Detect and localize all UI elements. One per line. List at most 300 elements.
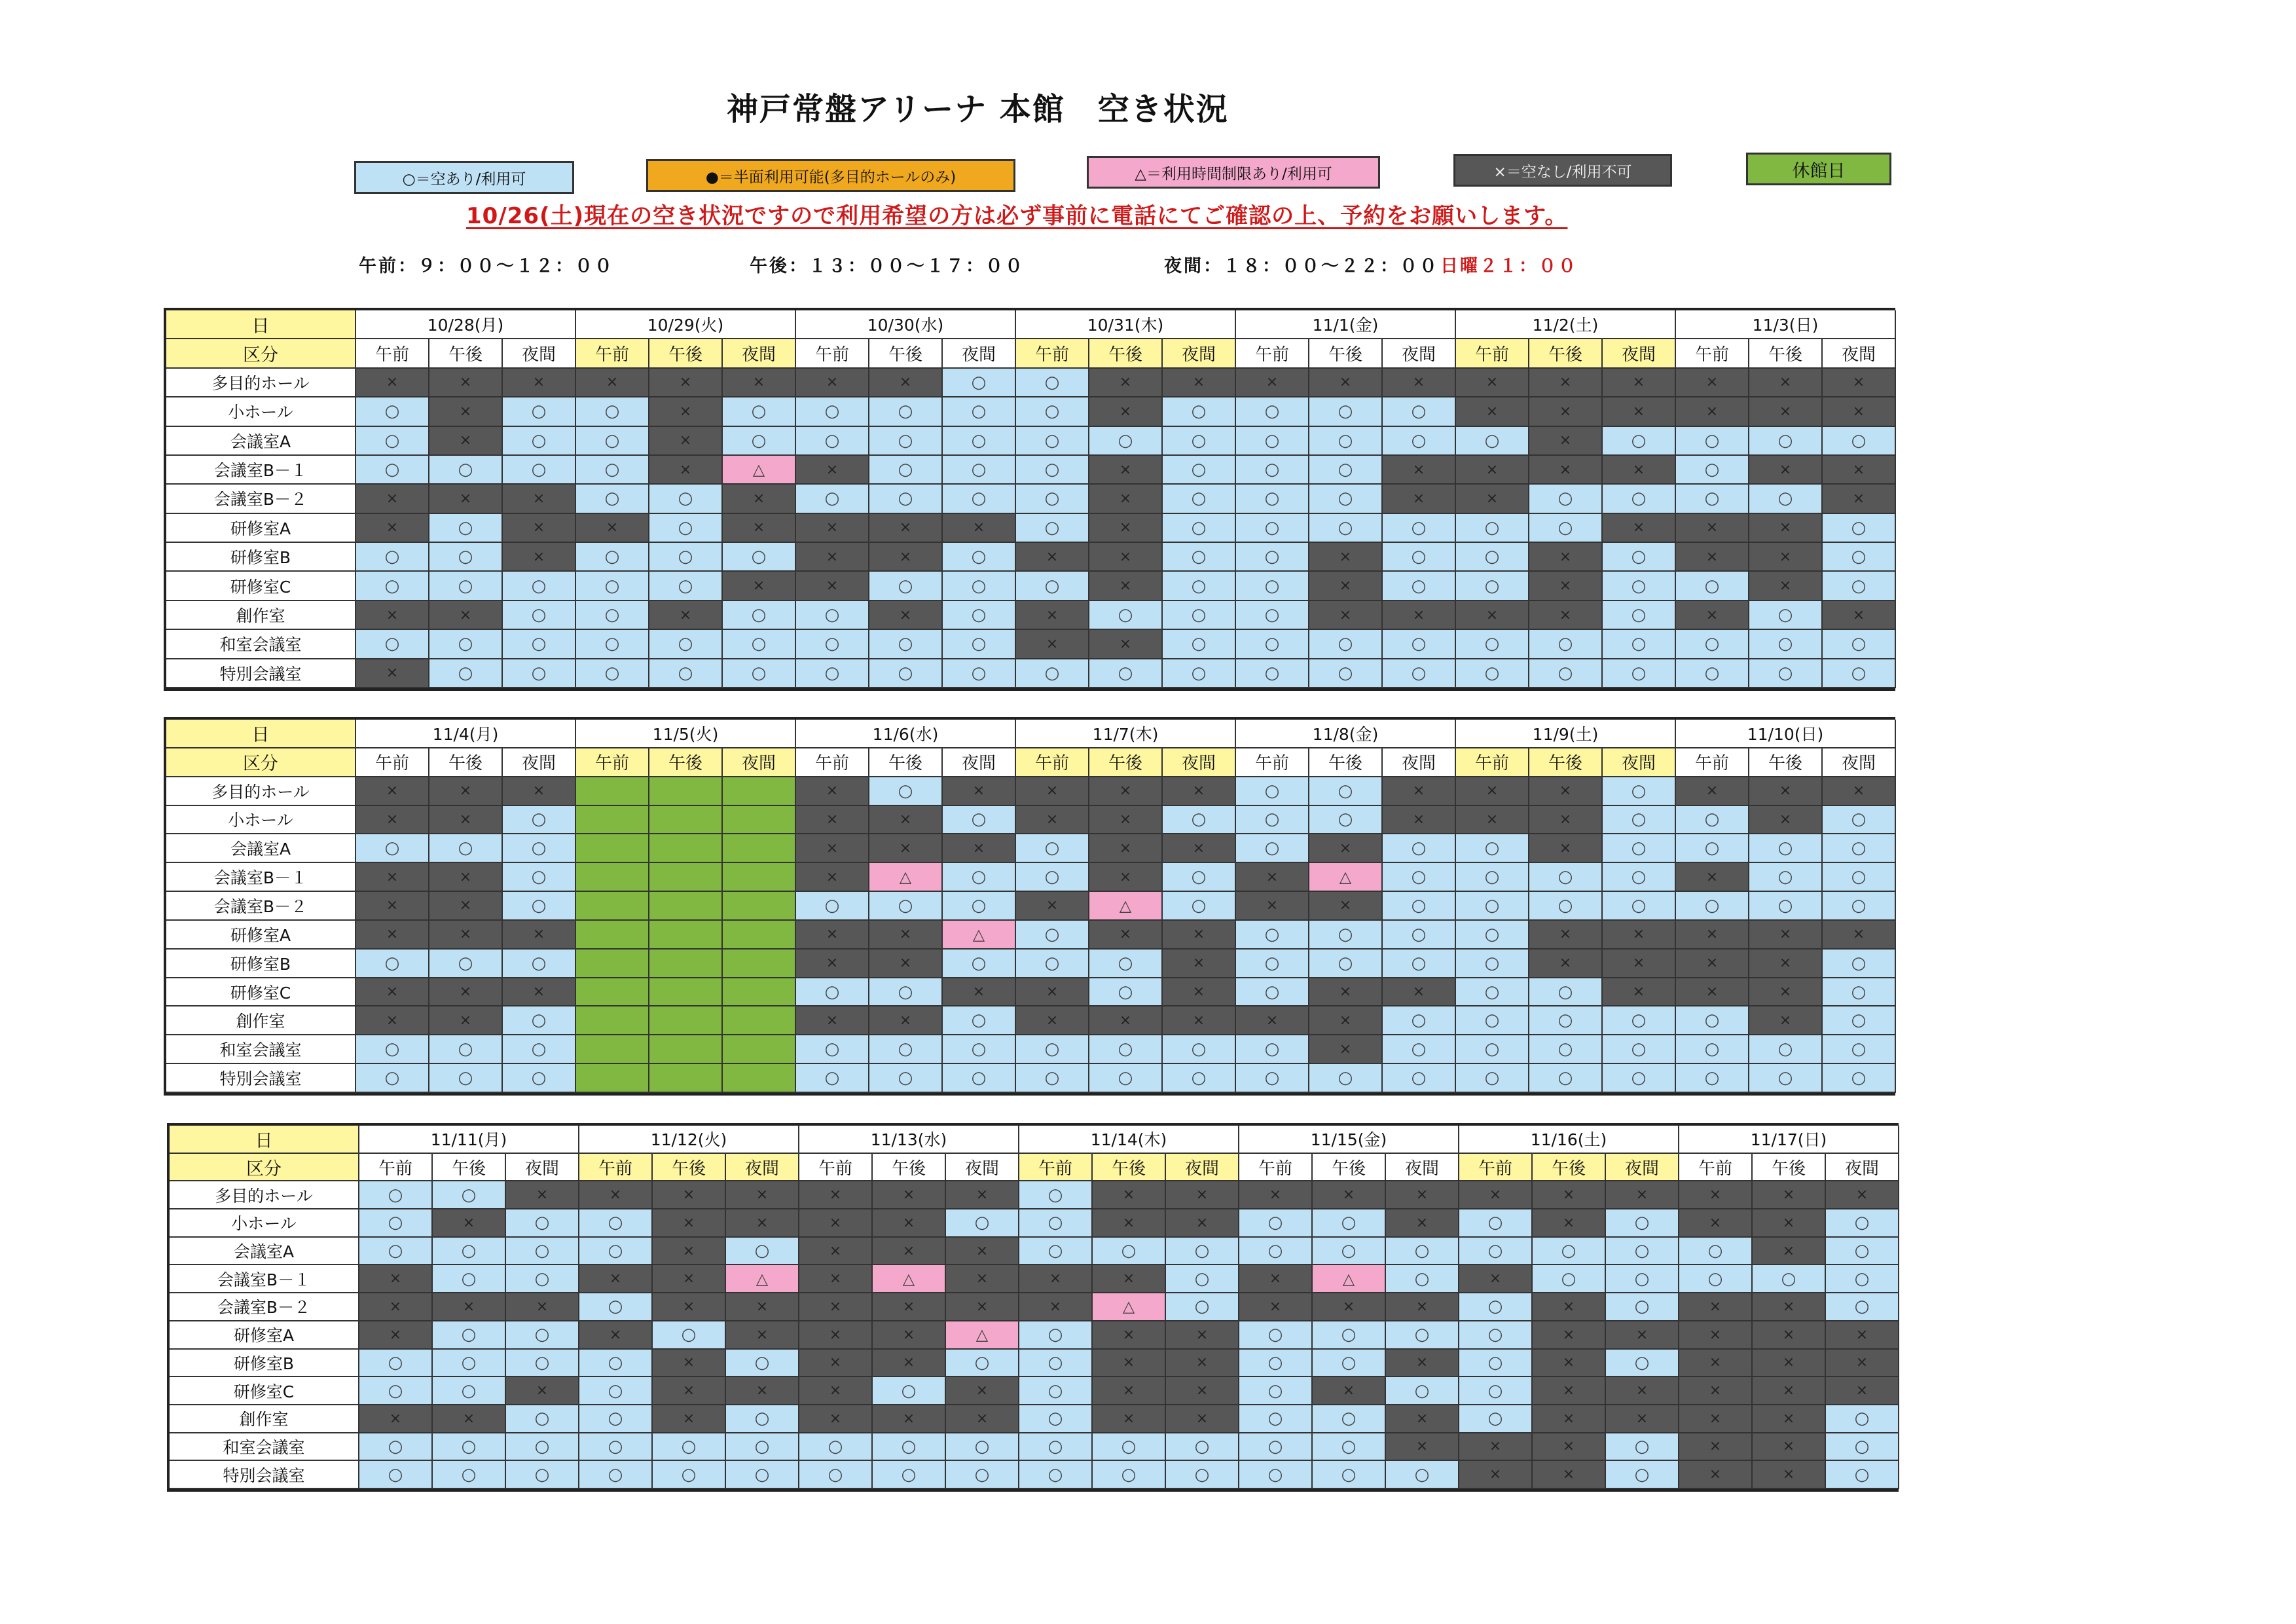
status-cell [649,978,723,1007]
status-cell: ○ [1016,514,1089,543]
status-cell: × [1679,1321,1753,1350]
period-label: 午後 [429,339,503,368]
status-cell: × [1236,369,1309,397]
status-cell: × [356,485,429,513]
status-cell: ○ [503,659,576,688]
status-cell: × [1749,456,1823,485]
status-cell: × [1166,1321,1239,1350]
status-cell: × [1679,1405,1753,1433]
status-cell: ○ [1603,543,1676,572]
status-cell: ○ [649,659,723,688]
status-cell: × [1679,1181,1753,1209]
status-cell: × [429,1006,503,1035]
status-cell: ○ [359,1461,433,1489]
room-label: 創作室 [166,1006,356,1035]
status-cell: ○ [1529,630,1603,659]
status-cell: × [653,1265,726,1293]
status-cell: ○ [943,892,1016,921]
status-cell: × [1679,1293,1753,1321]
period-label: 午前 [1016,339,1089,368]
room-label: 小ホール [166,806,356,835]
status-cell: × [1093,1321,1166,1350]
status-cell: × [1383,777,1456,806]
status-cell: × [1529,601,1603,630]
status-cell: ○ [1749,427,1823,456]
room-label: 会議室B－１ [166,456,356,485]
status-cell: ○ [1606,1293,1679,1321]
status-cell [576,892,649,921]
status-cell: × [1603,921,1676,950]
status-cell: × [1753,1209,1826,1238]
status-cell: × [1089,1006,1163,1035]
status-cell: × [1603,397,1676,426]
period-label: 午後 [1089,339,1163,368]
status-cell: ○ [796,1064,869,1093]
status-cell: × [1016,978,1089,1007]
status-cell: × [799,1265,873,1293]
status-cell: ○ [943,456,1016,485]
status-cell: × [1753,1238,1826,1266]
status-cell: ○ [1456,659,1529,688]
status-cell: ○ [1529,1006,1603,1035]
status-cell: ○ [1163,1064,1236,1093]
status-cell: ○ [1089,950,1163,978]
status-cell: ○ [726,1350,799,1378]
status-cell: × [1679,1350,1753,1378]
status-cell: ○ [433,1238,506,1266]
status-cell: ○ [506,1405,579,1433]
date-header: 11/14(木) [1019,1126,1239,1154]
status-cell: ○ [1603,777,1676,806]
status-cell: ○ [1089,601,1163,630]
status-cell [649,777,723,806]
status-cell: × [1309,369,1383,397]
status-cell: × [726,1209,799,1238]
status-cell: ○ [1309,1064,1383,1093]
room-label: 会議室A [170,1238,359,1266]
status-cell: ○ [1456,514,1529,543]
status-cell: ○ [433,1461,506,1489]
status-cell: ○ [1383,1035,1456,1064]
status-cell: ○ [1529,892,1603,921]
period-label: 夜間 [1163,339,1236,368]
status-cell: ○ [1383,1006,1456,1035]
status-cell: ○ [1236,834,1309,863]
status-cell: ○ [1239,1461,1313,1489]
status-cell [723,806,796,835]
time-afternoon: 午後：１３：００～１７：００ [750,256,1025,276]
status-cell: ○ [1749,892,1823,921]
status-cell: × [1823,601,1896,630]
status-cell: ○ [1456,630,1529,659]
status-cell: × [726,1293,799,1321]
status-cell: × [356,514,429,543]
room-label: 研修室C [166,572,356,600]
status-cell: ○ [1676,1006,1749,1035]
period-label: 午後 [873,1154,946,1182]
date-header: 10/28(月) [356,310,576,339]
category-header-label: 区分 [166,748,356,777]
status-cell: × [1163,369,1236,397]
status-cell: ○ [1679,1238,1753,1266]
status-cell: ○ [1016,427,1089,456]
status-cell: × [429,369,503,397]
date-header: 11/12(火) [579,1126,799,1154]
status-cell: ○ [723,601,796,630]
status-cell: △ [946,1321,1019,1350]
status-cell: × [1606,1181,1679,1209]
status-cell [576,777,649,806]
status-cell: ○ [356,1064,429,1093]
status-cell: ○ [873,1377,946,1405]
status-cell: × [1529,777,1603,806]
status-cell: × [429,485,503,513]
status-cell [649,950,723,978]
status-cell: × [796,1006,869,1035]
status-cell: ○ [1603,601,1676,630]
status-cell: × [796,921,869,950]
status-cell: ○ [723,630,796,659]
status-cell: ○ [1606,1350,1679,1378]
status-cell: ○ [1459,1321,1533,1350]
status-cell: × [1679,1209,1753,1238]
status-cell: ○ [1459,1238,1533,1266]
status-cell [576,1006,649,1035]
status-cell: ○ [506,1433,579,1462]
date-header: 11/8(金) [1236,720,1456,748]
status-cell: ○ [726,1433,799,1462]
status-cell: ○ [1089,1064,1163,1093]
status-cell [723,834,796,863]
status-cell: ○ [359,1350,433,1378]
status-cell: ○ [1016,1064,1089,1093]
status-cell: × [503,921,576,950]
status-cell [649,863,723,892]
status-cell: ○ [506,1461,579,1489]
status-cell: × [1823,485,1896,513]
status-cell: ○ [796,427,869,456]
status-cell: × [1089,863,1163,892]
status-cell: ○ [1383,514,1456,543]
status-cell: × [1089,630,1163,659]
status-cell: ○ [1309,485,1383,513]
status-cell: × [1749,543,1823,572]
period-label: 午後 [1089,748,1163,777]
status-cell: ○ [1239,1350,1313,1378]
status-cell: ○ [1093,1461,1166,1489]
date-header: 11/16(土) [1459,1126,1679,1154]
status-cell: ○ [1533,1265,1606,1293]
status-cell: ○ [946,1461,1019,1489]
status-cell: × [356,1006,429,1035]
status-cell: × [1679,1433,1753,1462]
status-cell: ○ [1676,834,1749,863]
status-cell: ○ [503,456,576,485]
status-cell: ○ [1606,1238,1679,1266]
status-cell: ○ [1019,1405,1093,1433]
period-label: 午前 [799,1154,873,1182]
status-cell: × [796,514,869,543]
period-label: 夜間 [1826,1154,1899,1182]
status-cell: × [1093,1377,1166,1405]
status-cell: × [1016,601,1089,630]
status-cell: ○ [1383,1064,1456,1093]
status-cell: ○ [1753,1265,1826,1293]
status-cell: × [1459,1265,1533,1293]
status-cell: × [1093,1181,1166,1209]
status-cell: × [1529,572,1603,600]
time-sunday: 日曜２１：００ [1440,256,1578,276]
status-cell: × [1533,1461,1606,1489]
status-cell: ○ [1603,834,1676,863]
status-cell: × [1529,456,1603,485]
status-cell: ○ [1166,1293,1239,1321]
status-cell: ○ [356,456,429,485]
status-cell: ○ [1826,1293,1899,1321]
status-cell [649,834,723,863]
status-cell: × [1239,1265,1313,1293]
status-cell: × [723,369,796,397]
period-label: 午前 [1236,748,1309,777]
status-cell: ○ [943,1064,1016,1093]
status-cell: ○ [869,777,943,806]
status-cell [723,978,796,1007]
status-cell: × [943,978,1016,1007]
status-cell: ○ [359,1377,433,1405]
status-cell: × [1676,921,1749,950]
status-cell: ○ [1529,863,1603,892]
status-cell: × [1456,456,1529,485]
status-cell: △ [1093,1293,1166,1321]
status-cell: ○ [429,456,503,485]
status-cell: × [356,892,429,921]
status-cell: × [429,892,503,921]
status-cell: ○ [1823,630,1896,659]
period-label: 午前 [579,1154,653,1182]
status-cell: ○ [873,1433,946,1462]
status-cell: × [1533,1377,1606,1405]
status-cell: × [506,1181,579,1209]
schedule-week-3 [167,1123,1899,1492]
status-cell: ○ [1166,1433,1239,1462]
status-cell: ○ [359,1209,433,1238]
period-label: 午前 [576,748,649,777]
status-cell: ○ [1309,427,1383,456]
status-cell: ○ [1749,659,1823,688]
room-label: 会議室A [166,427,356,456]
status-cell: ○ [1016,659,1089,688]
status-cell [576,921,649,950]
status-cell: ○ [1456,1035,1529,1064]
status-cell: × [433,1293,506,1321]
status-cell: ○ [1823,950,1896,978]
status-cell: ○ [506,1350,579,1378]
status-cell: × [726,1321,799,1350]
status-cell: ○ [1383,863,1456,892]
status-cell: ○ [943,427,1016,456]
status-cell: ○ [1309,921,1383,950]
status-cell: × [1603,950,1676,978]
status-cell: ○ [1603,892,1676,921]
status-cell: ○ [1823,978,1896,1007]
status-cell: ○ [1383,834,1456,863]
status-cell: ○ [1016,397,1089,426]
period-label: 夜間 [726,1154,799,1182]
status-cell: ○ [1823,514,1896,543]
status-cell: × [1089,921,1163,950]
status-cell: × [1163,978,1236,1007]
status-cell: ○ [1823,427,1896,456]
status-cell: ○ [1309,397,1383,426]
category-header-label: 区分 [166,339,356,368]
status-cell: × [1163,777,1236,806]
status-cell: ○ [943,950,1016,978]
status-cell: × [1456,601,1529,630]
status-cell: × [1676,978,1749,1007]
status-cell: ○ [1093,1238,1166,1266]
status-cell: × [1753,1405,1826,1433]
status-cell: ○ [1386,1265,1459,1293]
status-cell: × [1826,1321,1899,1350]
status-cell: ○ [1239,1405,1313,1433]
period-label: 夜間 [503,748,576,777]
status-cell: ○ [356,630,429,659]
period-label: 午前 [796,339,869,368]
status-cell: × [943,514,1016,543]
time-night: 夜間：１８：００～２２：００ [1164,256,1439,276]
date-header: 11/7(木) [1016,720,1236,748]
status-cell: × [1749,950,1823,978]
status-cell: ○ [943,1035,1016,1064]
status-cell: ○ [943,659,1016,688]
period-label: 午前 [1019,1154,1093,1182]
status-cell: × [1533,1321,1606,1350]
status-cell: ○ [1313,1350,1386,1378]
date-header: 10/30(水) [796,310,1016,339]
status-cell: ○ [869,397,943,426]
status-cell: × [1533,1181,1606,1209]
status-cell: × [503,543,576,572]
status-cell: ○ [1606,1461,1679,1489]
status-cell [723,1006,796,1035]
status-cell: ○ [799,1433,873,1462]
status-cell: × [1163,950,1236,978]
status-cell: ○ [1456,921,1529,950]
status-cell: △ [1089,892,1163,921]
status-cell: ○ [1676,572,1749,600]
status-cell: ○ [1456,950,1529,978]
status-cell: ○ [1019,1209,1093,1238]
status-cell: × [1529,806,1603,835]
status-cell: ○ [1529,1064,1603,1093]
status-cell: ○ [1019,1321,1093,1350]
status-cell: ○ [869,485,943,513]
status-cell: ○ [429,630,503,659]
status-cell: × [1166,1405,1239,1433]
status-cell: ○ [506,1321,579,1350]
status-cell: ○ [1386,1321,1459,1350]
status-cell: × [1309,834,1383,863]
status-cell [576,1035,649,1064]
status-cell: ○ [1676,630,1749,659]
status-cell: × [1603,514,1676,543]
status-cell [723,950,796,978]
status-cell: ○ [1456,572,1529,600]
status-cell: ○ [1456,978,1529,1007]
status-cell: × [799,1321,873,1350]
room-label: 研修室A [170,1321,359,1350]
status-cell: × [1236,863,1309,892]
status-cell: ○ [433,1433,506,1462]
status-cell: × [1533,1209,1606,1238]
status-cell: ○ [946,1350,1019,1378]
status-cell: × [1529,369,1603,397]
status-cell: × [503,978,576,1007]
room-label: 研修室B [170,1350,359,1378]
status-cell: ○ [576,601,649,630]
room-label: 小ホール [170,1209,359,1238]
status-cell: × [649,601,723,630]
status-cell: × [1826,1377,1899,1405]
status-cell [649,806,723,835]
status-cell: ○ [1459,1293,1533,1321]
status-cell: ○ [503,863,576,892]
status-cell [576,863,649,892]
status-cell: × [1753,1461,1826,1489]
period-label: 夜間 [1386,1154,1459,1182]
status-cell: ○ [429,659,503,688]
status-cell: ○ [1163,659,1236,688]
status-cell: ○ [1826,1209,1899,1238]
status-cell: × [1383,978,1456,1007]
status-cell: ○ [1236,659,1309,688]
status-cell: × [1386,1209,1459,1238]
status-cell: ○ [356,427,429,456]
period-label: 夜間 [943,339,1016,368]
status-cell: ○ [506,1238,579,1266]
period-label: 午前 [1016,748,1089,777]
status-cell: ○ [869,892,943,921]
status-cell: ○ [1679,1265,1753,1293]
period-label: 午後 [1749,339,1823,368]
status-cell: × [943,777,1016,806]
status-cell: × [1676,543,1749,572]
status-cell: ○ [796,892,869,921]
status-cell: ○ [1459,1405,1533,1433]
status-cell: ○ [429,572,503,600]
status-cell: × [579,1265,653,1293]
status-cell: ○ [359,1433,433,1462]
status-cell: ○ [1019,1461,1093,1489]
period-label: 午前 [1459,1154,1533,1182]
page-title: 神戸常盤アリーナ 本館 空き状況 [727,91,1229,128]
schedule-week-1 [164,308,1895,691]
status-cell: ○ [1163,601,1236,630]
status-cell: × [1089,456,1163,485]
status-cell: × [429,978,503,1007]
status-cell: × [429,601,503,630]
legend-half: ●＝半面利用可能(多目的ホールのみ) [646,159,1015,192]
status-cell: ○ [1606,1265,1679,1293]
status-cell: ○ [649,630,723,659]
room-label: 多目的ホール [166,369,356,397]
status-cell: ○ [1823,572,1896,600]
day-header-label: 日 [166,310,356,339]
status-cell: ○ [1016,572,1089,600]
period-label: 午後 [1093,1154,1166,1182]
status-cell: ○ [429,1035,503,1064]
period-label: 午前 [356,339,429,368]
